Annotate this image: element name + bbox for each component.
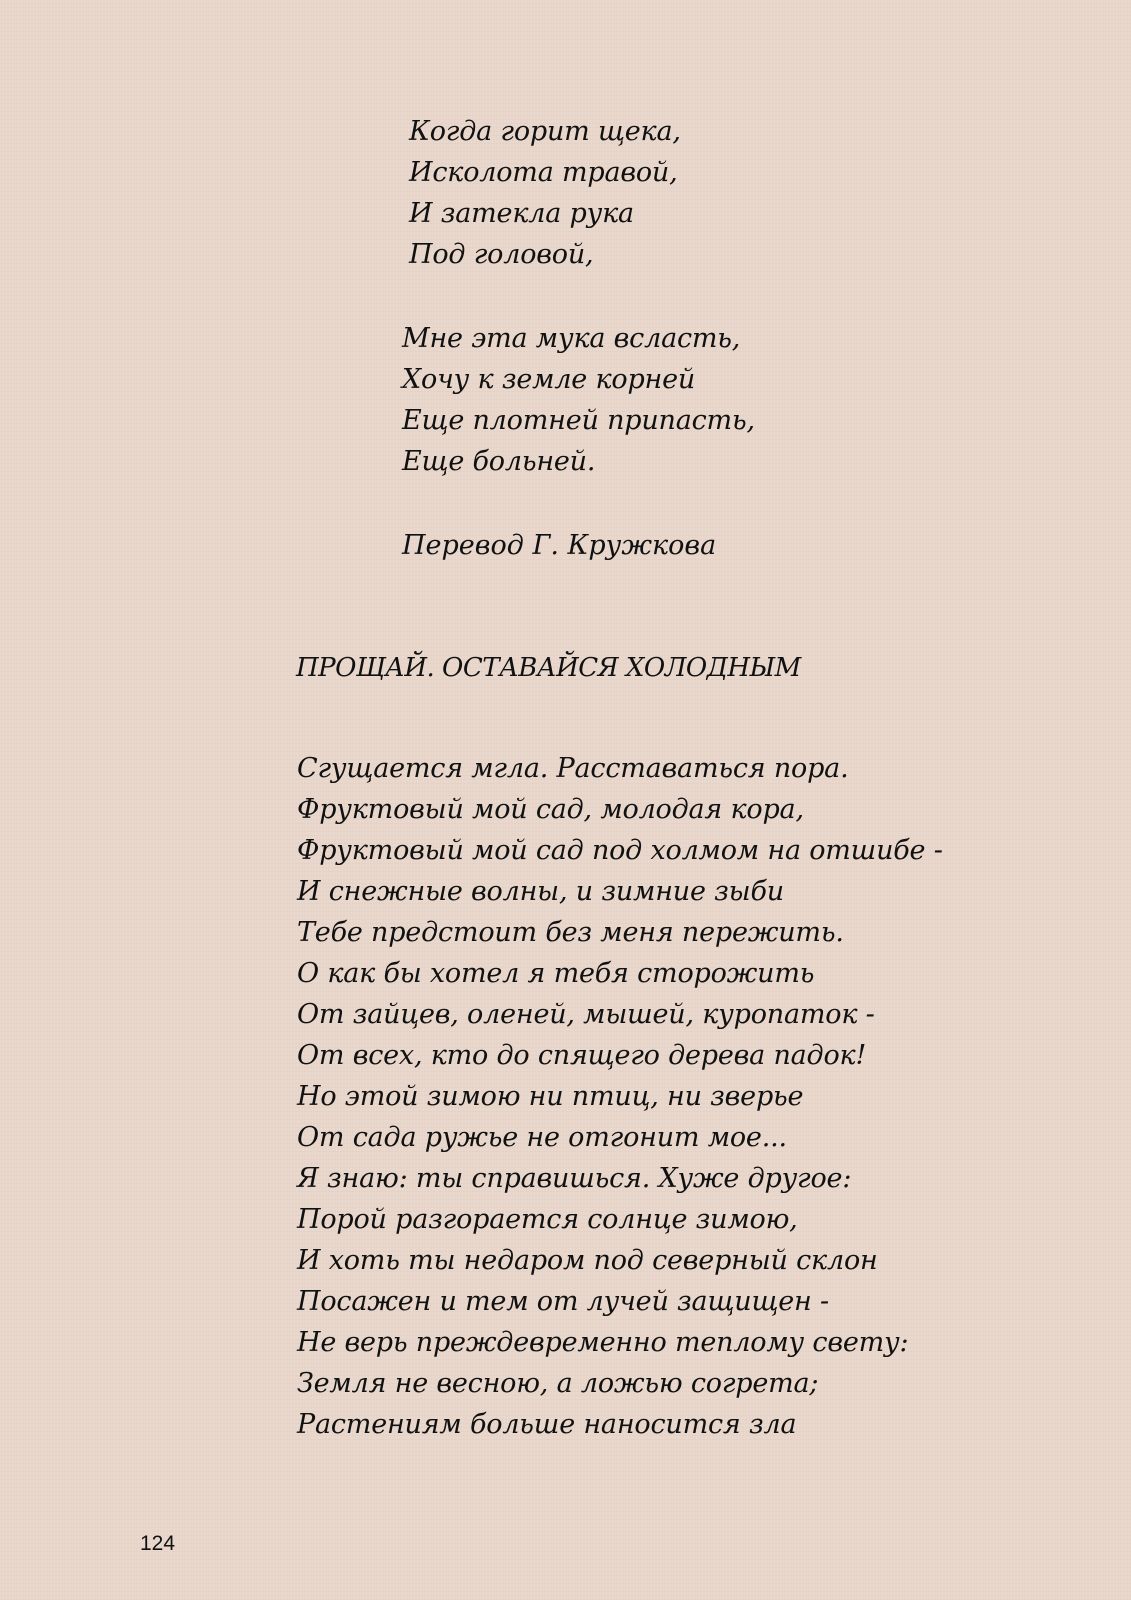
poem-line: Не верь преждевременно теплому свету: — [297, 1327, 909, 1358]
poem-line: И снежные волны, и зимние зыби — [297, 876, 784, 907]
poem-line: От всех, кто до спящего дерева падок! — [297, 1040, 867, 1071]
poem-line: Тебе предстоит без меня пережить. — [297, 917, 844, 948]
stanza-1 — [409, 111, 681, 275]
poem-line: Фруктовый мой сад под холмом на отшибе - — [297, 835, 943, 866]
poem-line: Исколота травой, — [409, 157, 678, 188]
poem-line: Растениям больше наносится зла — [297, 1409, 797, 1440]
page-number: 124 — [140, 1532, 176, 1555]
poem-line: От зайцев, оленей, мышей, куропаток - — [297, 999, 875, 1030]
poem-line: Еще больней. — [402, 446, 596, 477]
poem-line: Посажен и тем от лучей защищен - — [297, 1286, 829, 1317]
poem-line: Фруктовый мой сад, молодая кора, — [297, 794, 804, 825]
poem-line: О как бы хотел я тебя сторожить — [297, 958, 815, 989]
stanza-2 — [402, 318, 755, 482]
poem-body — [297, 748, 943, 1445]
poem-line: Я знаю: ты справишься. Хуже другое: — [297, 1163, 852, 1194]
poem-line: Еще плотней припасть, — [402, 405, 755, 436]
poem-line: Но этой зимою ни птиц, ни зверье — [297, 1081, 804, 1112]
poem-line: И затекла рука — [409, 198, 634, 229]
poem-line: Под головой, — [409, 239, 594, 270]
poem-line: Земля не весною, а ложью согрета; — [297, 1368, 819, 1399]
poem-line: Хочу к земле корней — [402, 364, 696, 395]
poem-title: ПРОЩАЙ. ОСТАВАЙСЯ ХОЛОДНЫМ — [296, 653, 801, 683]
poem-line: Сгущается мгла. Расставаться пора. — [297, 753, 849, 784]
poem-line: Порой разгорается солнце зимою, — [297, 1204, 798, 1235]
poem-line: Когда горит щека, — [409, 116, 681, 147]
poem-line: Мне эта мука всласть, — [402, 323, 741, 354]
translator-credit: Перевод Г. Кружкова — [402, 530, 717, 561]
poem-line: И хоть ты недаром под северный склон — [297, 1245, 878, 1276]
poem-line: От сада ружье не отгонит мое... — [297, 1122, 787, 1153]
